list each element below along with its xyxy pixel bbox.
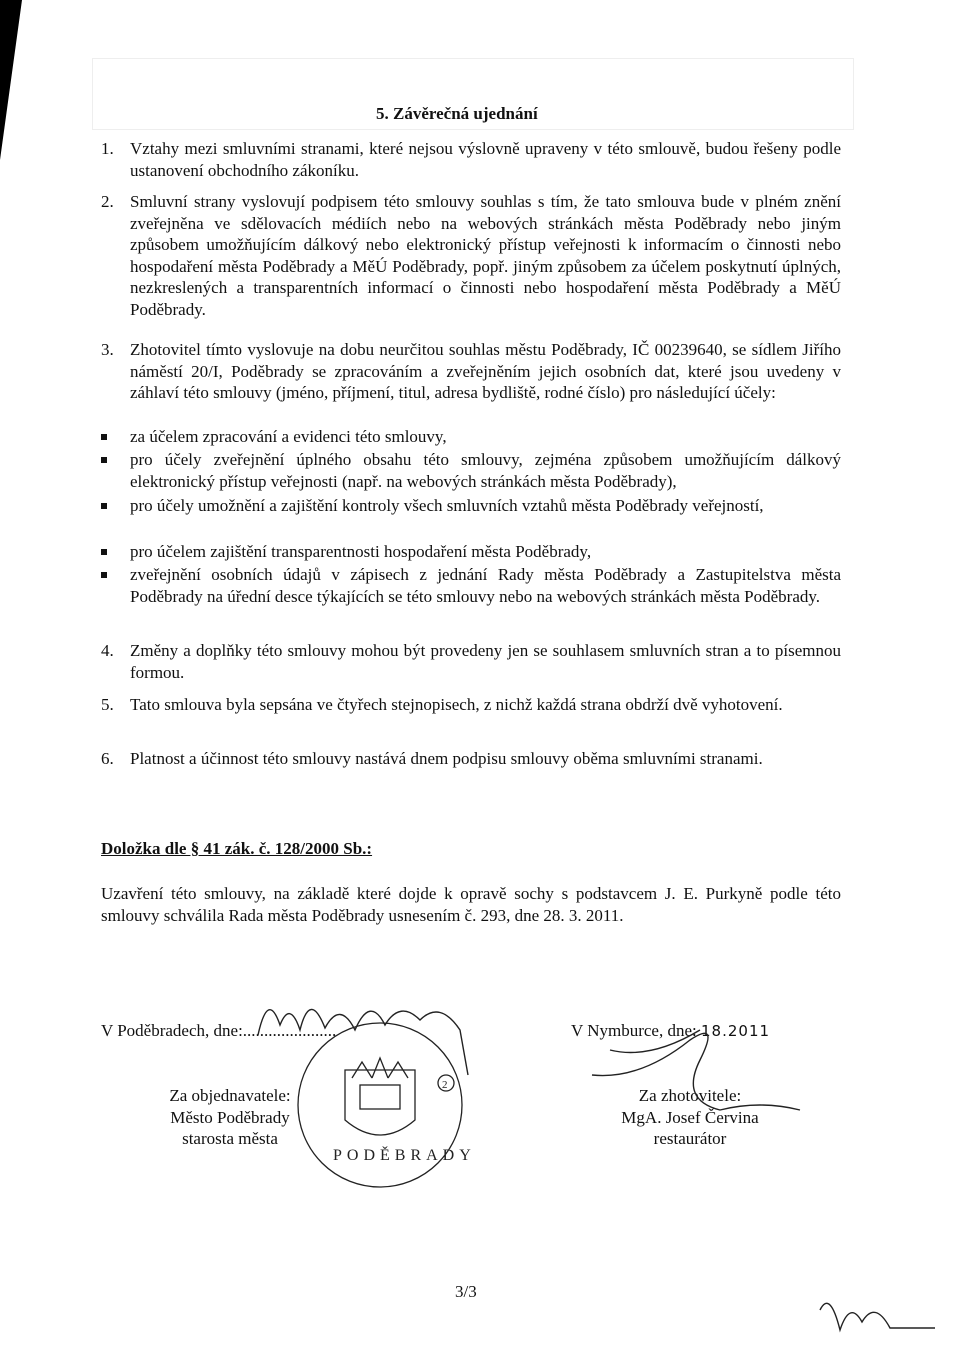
right-signatory-name: MgA. Josef Červina xyxy=(621,1107,759,1127)
initials-stroke xyxy=(820,1303,935,1330)
left-signatory-org: Město Poděbrady xyxy=(170,1107,290,1127)
initials-bottom-right xyxy=(820,1303,935,1330)
item-text: Smluvní strany vyslovují podpisem této smlouvy souhlas s tím, že tato smlouva bude v plném znění zveřejněna ve sdělovacích médiích nebo na webových stránkách města Poděbrady nebo jiným způsobem umožňujícím dálkový nebo elektronický přístup veřejnosti k informacím o činnosti nebo hospodaření města Poděbrady a MěÚ Poděbrady, popř. jiným způsobem za účelem poskytnutí úplných, nezkreslených a transparentních informací o činnosti nebo hospodaření města Poděbrady a MěÚ Poděbrady. xyxy=(130,192,841,319)
right-date: 18.2011 xyxy=(701,1022,771,1040)
item-number: 5. xyxy=(101,695,114,714)
official-stamp xyxy=(298,1023,476,1187)
item-number: 3. xyxy=(101,340,114,359)
stamp-number: 2 xyxy=(442,1079,448,1091)
stamp-towers xyxy=(352,1058,408,1078)
left-date-dots: ...................... xyxy=(242,1021,337,1040)
item-text: Zhotovitel tímto vyslovuje na dobu neurčitou souhlas městu Poděbrady, IČ 00239640, se sídlem Jiřího náměstí 20/I, Poděbrady se zpracováním a zveřejněním jejich osobních dat, které jsou uvedeny v záhlaví této smlouvy (jméno, příjmení, titul, adresa bydliště, rodné číslo) pro následující účely: xyxy=(130,340,841,402)
left-signatory-title: starosta města xyxy=(182,1129,278,1148)
left-handwritten-signature xyxy=(258,1009,468,1075)
right-signatory-title: restaurátor xyxy=(653,1129,727,1148)
left-place-label: V Poděbradech, dne: xyxy=(101,1021,243,1040)
right-signatory-role: Za zhotovitele: xyxy=(638,1086,742,1105)
clause-title: Doložka dle § 41 zák. č. 128/2000 Sb.: xyxy=(101,839,373,858)
bullet-text: pro účely zveřejnění úplného obsahu této smlouvy, zejména způsobem umožňujícím dálkový elektronický přístup veřejnosti (např. na webových stránkách města Poděbrady), xyxy=(130,450,841,491)
stamp-wall xyxy=(360,1085,400,1109)
item-text: Platnost a účinnost této smlouvy nastává dnem podpisu smlouvy oběma smluvními stranami. xyxy=(130,749,763,768)
item-text: Změny a doplňky této smlouvy mohou být provedeny jen se souhlasem smluvních stran a to písemnou formou. xyxy=(130,641,841,682)
right-signature-stroke xyxy=(592,1033,800,1110)
left-signatory-role: Za objednavatele: xyxy=(169,1086,291,1105)
stamp-text: PODĚBRADY xyxy=(333,1147,476,1164)
section-heading: 5. Závěrečná ujednání xyxy=(376,104,538,123)
item-text: Vztahy mezi smluvními stranami, které nejsou výslovně upraveny v této smlouvě, budou řešeny podle ustanovení obchodního zákoníku. xyxy=(130,139,841,180)
item-number: 4. xyxy=(101,641,114,660)
stamp-shield xyxy=(345,1070,415,1135)
item-number: 6. xyxy=(101,749,114,768)
bullet-text: za účelem zpracování a evidenci této smlouvy, xyxy=(130,427,447,446)
item-number: 2. xyxy=(101,192,114,211)
page-number: 3/3 xyxy=(455,1282,477,1301)
bullet-text: pro účelem zajištění transparentnosti hospodaření města Poděbrady, xyxy=(130,542,592,561)
left-signature-stroke xyxy=(258,1009,468,1075)
bullet-text: pro účely umožnění a zajištění kontroly všech smluvních vztahů města Poděbrady veřejností, xyxy=(130,496,764,515)
right-signature-stroke-2 xyxy=(610,1030,700,1053)
item-number: 1. xyxy=(101,139,114,158)
bullet-text: zveřejnění osobních údajů v zápisech z jednání Rady města Poděbrady a Zastupitelstva města Poděbrady na úřední desce týkajících se této smlouvy nebo na webových stránkách města Poděbrady. xyxy=(130,565,841,606)
right-handwritten-signature xyxy=(592,1030,800,1110)
clause-text: Uzavření této smlouvy, na základě které dojde k opravě sochy s podstavcem J. E. Purkyně podle této smlouvy schválila Rada města Poděbrady usnesením č. 293, dne 28. 3. 2011. xyxy=(101,884,841,925)
right-place-label: V Nymburce, dne: xyxy=(571,1021,697,1040)
item-text: Tato smlouva byla sepsána ve čtyřech stejnopisech, z nichž každá strana obdrží dvě vyhotovení. xyxy=(130,695,783,714)
